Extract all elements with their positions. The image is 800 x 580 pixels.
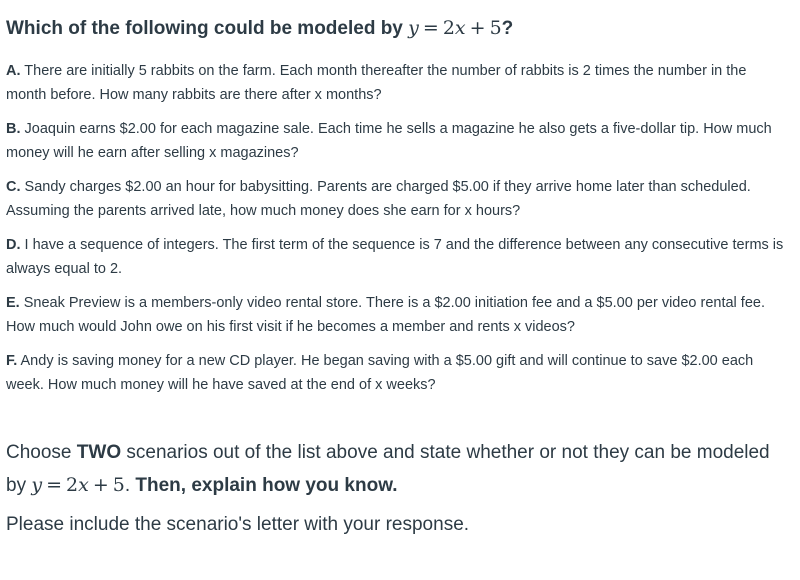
response-note: Please include the scenario's letter with your response. — [6, 514, 470, 535]
prompt-part3: . — [124, 475, 131, 496]
eq-coef: 2 — [66, 474, 79, 496]
eq-const: 5 — [489, 17, 502, 39]
eq-lhs: y — [31, 474, 43, 496]
eq-plus: + — [92, 474, 109, 496]
eq-var: x — [454, 17, 466, 39]
option-letter: D. — [6, 237, 21, 253]
option-text: Joaquin earns $2.00 for each magazine sale. Each time he sells a magazine he also gets a five-dollar tip. How much money will he earn after selling x magazines? — [6, 121, 772, 161]
title-suffix: ? — [501, 18, 514, 39]
option-a — [6, 59, 790, 107]
option-text: There are initially 5 rabbits on the farm. Each month thereafter the number of rabbits is 2 times the number in the month before. How many rabbits are there after x months? — [6, 63, 747, 103]
option-letter: E. — [6, 295, 20, 311]
eq-var: x — [78, 474, 89, 496]
eq-const: 5 — [112, 474, 125, 496]
option-b — [6, 117, 790, 165]
option-d — [6, 233, 790, 281]
option-letter: B. — [6, 121, 21, 137]
eq-equals: = — [46, 474, 63, 496]
option-c — [6, 175, 790, 223]
prompt-bold-explain: Then, explain how you know. — [130, 475, 398, 496]
instruction-prompt — [6, 437, 790, 502]
option-e — [6, 291, 790, 339]
eq-lhs: y — [408, 17, 419, 39]
options-list — [6, 59, 790, 397]
equation — [408, 17, 501, 39]
option-letter: A. — [6, 63, 21, 79]
option-text: I have a sequence of integers. The first term of the sequence is 7 and the difference between any consecutive terms is always equal to 2. — [6, 237, 784, 277]
eq-coef: 2 — [442, 17, 455, 39]
prompt-part1: Choose — [6, 442, 77, 463]
prompt-bold-two: TWO — [76, 442, 122, 463]
option-text: Andy is saving money for a new CD player. He began saving with a $5.00 gift and will continue to save $2.00 each week. How much money will he have saved at the end of x weeks? — [6, 353, 754, 393]
option-letter: F. — [6, 353, 18, 369]
title-prefix: Which of the following could be modeled by — [6, 18, 403, 39]
option-text: Sandy charges $2.00 an hour for babysitting. Parents are charged $5.00 if they arrive home later than scheduled. Assuming the parents arrived late, how much money does she earn for x hours? — [6, 179, 751, 219]
option-letter: C. — [6, 179, 21, 195]
eq-plus: + — [469, 17, 486, 39]
option-f — [6, 349, 790, 397]
prompt-equation — [31, 474, 124, 496]
eq-equals: = — [422, 17, 439, 39]
option-text: Sneak Preview is a members-only video rental store. There is a $2.00 initiation fee and a $5.00 per video rental fee. How much would John owe on his first visit if he becomes a member and rents x videos? — [6, 295, 765, 335]
prompt-part2: scenarios out of the list above and state whether or not they can be modeled by — [6, 442, 770, 496]
question-title — [6, 14, 790, 43]
